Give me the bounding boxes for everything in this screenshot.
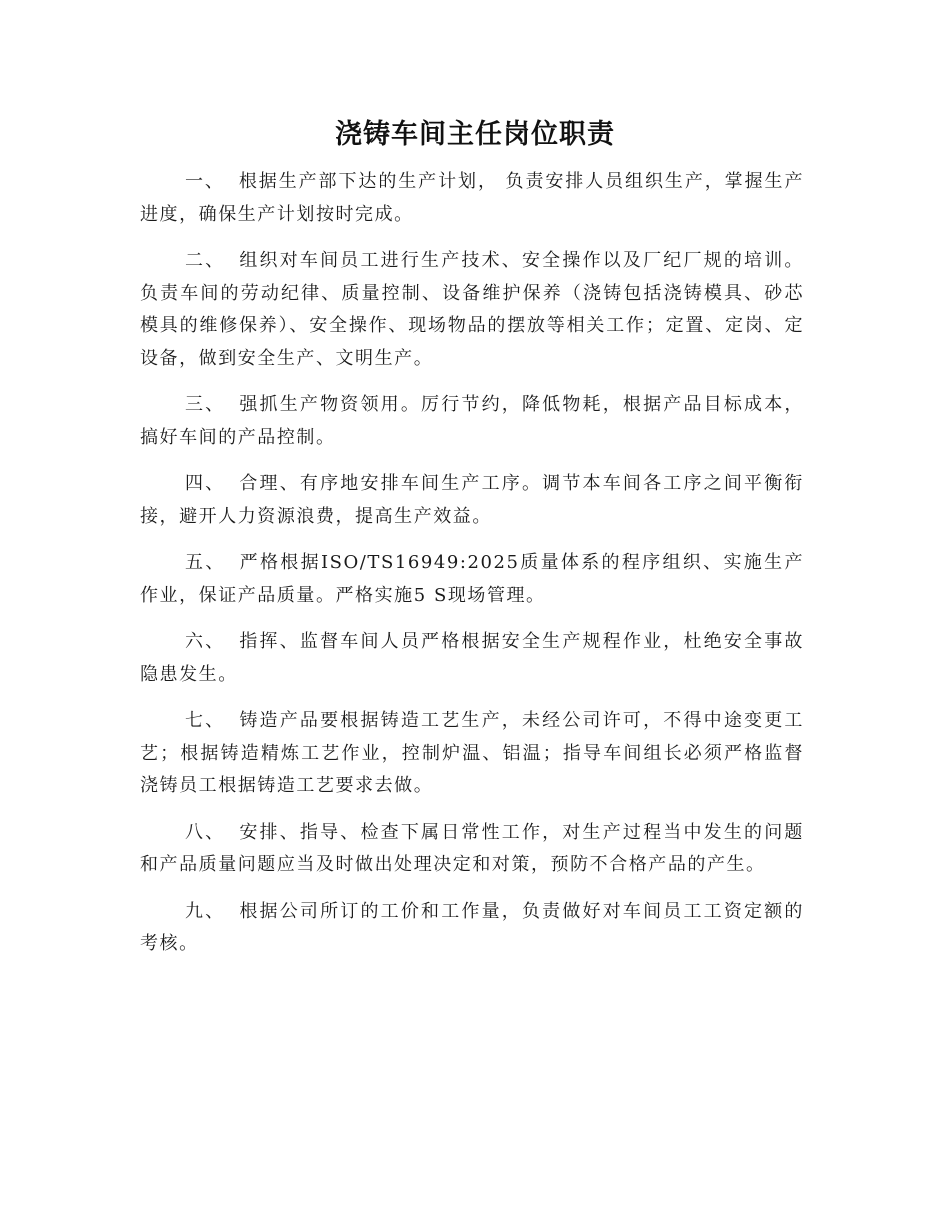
paragraph-3 (140, 389, 804, 454)
paragraph-9 (140, 896, 804, 961)
paragraph-number: 一、 (185, 171, 225, 192)
paragraph-number: 二、 (185, 250, 226, 271)
paragraph-text: 强抓生产物资领用。厉行节约，降低物耗，根据产品目标成本，搞好车间的产品控制。 (140, 394, 804, 448)
document-title: 浇铸车间主任岗位职责 (335, 119, 615, 150)
paragraph-number: 七、 (185, 710, 226, 731)
paragraph-4 (140, 468, 804, 533)
paragraph-text: 铸造产品要根据铸造工艺生产，未经公司许可，不得中途变更工艺；根据铸造精炼工艺作业，控制炉温、铝温；指导车间组长必须严格监督浇铸员工根据铸造工艺要求去做。 (140, 710, 804, 796)
paragraph-5 (140, 547, 804, 612)
paragraph-text: 组织对车间员工进行生产技术、安全操作以及厂纪厂规的培训。负责车间的劳动纪律、质量控制、设备维护保养（浇铸包括浇铸模具、砂芯模具的维修保养）、安全操作、现场物品的摆放等相关工作；定置、定岗、定设备，做到安全生产、文明生产。 (140, 250, 804, 369)
paragraph-text: 根据生产部下达的生产计划， 负责安排人员组织生产，掌握生产进度，确保生产计划按时完成。 (140, 171, 804, 225)
paragraph-text: 根据公司所订的工价和工作量，负责做好对车间员工工资定额的考核。 (140, 900, 804, 954)
document-body (140, 166, 804, 975)
paragraph-2 (140, 245, 804, 375)
paragraph-6 (140, 626, 804, 691)
paragraph-number: 九、 (185, 900, 226, 922)
paragraph-1 (140, 166, 804, 231)
paragraph-8 (140, 817, 804, 882)
paragraph-7 (140, 705, 804, 803)
paragraph-number: 八、 (185, 821, 226, 843)
paragraph-text: 指挥、监督车间人员严格根据安全生产规程作业，杜绝安全事故隐患发生。 (140, 631, 804, 685)
paragraph-number: 四、 (185, 473, 226, 494)
paragraph-text: 合理、有序地安排车间生产工序。调节本车间各工序之间平衡衔接，避开人力资源浪费，提高生产效益。 (140, 473, 804, 527)
paragraph-number: 六、 (185, 631, 226, 652)
paragraph-text: 严格根据ISO/TS16949:2025质量体系的程序组织、实施生产作业，保证产品质量。严格实施5 S现场管理。 (140, 552, 804, 606)
paragraph-number: 五、 (185, 552, 226, 573)
paragraph-text: 安排、指导、检查下属日常性工作，对生产过程当中发生的问题和产品质量问题应当及时做出处理决定和对策，预防不合格产品的产生。 (140, 821, 804, 875)
paragraph-number: 三、 (185, 394, 226, 415)
